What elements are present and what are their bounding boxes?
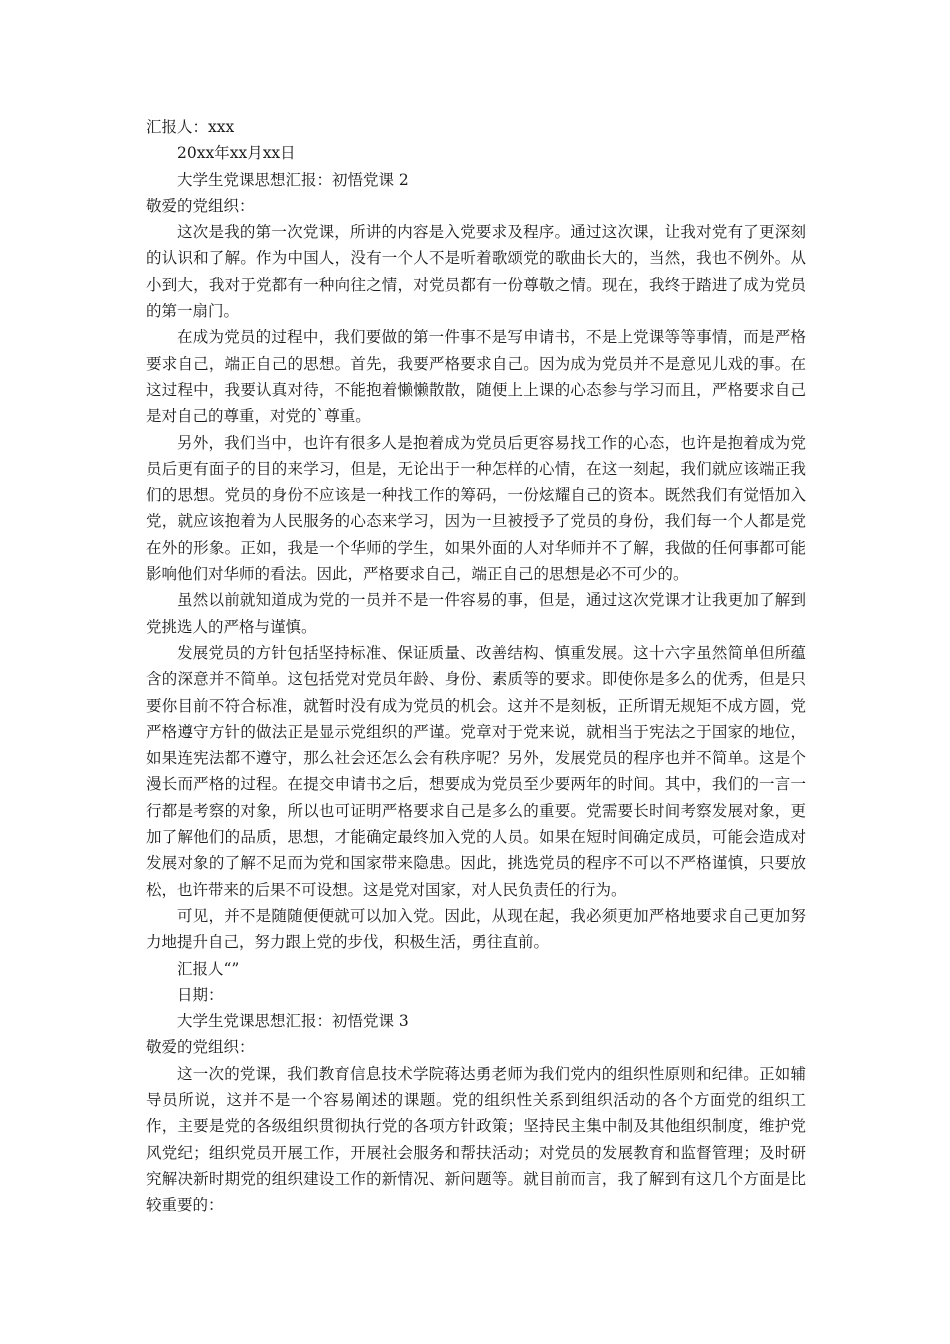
section2-title: 大学生党课思想汇报：初悟党课 2 [177, 170, 409, 189]
reporter-top: 汇报人：xxx [146, 118, 235, 136]
section3-title: 大学生党课思想汇报：初悟党课 3 [177, 1012, 409, 1031]
section2-date: 日期： [177, 985, 224, 1004]
section2-paragraph-2: 在成为党员的过程中，我们要做的第一件事不是写申请书，不是上党课等等事情，而是严格要求自己，端正自己的思想。首先，我要严格要求自己。因为成为党员并不是意见儿戏的事。在这过程中，我要认真对待，不能抱着懒懒散散，随便上上课的心态参与学习而且，严格要求自己是对自己的尊重，对党的`尊重。 [146, 328, 806, 426]
section2-paragraph-1: 这次是我的第一次党课，所讲的内容是入党要求及程序。通过这次课，让我对党有了更深刻的认识和了解。作为中国人，没有一个人不是听着歌颂党的歌曲长大的，当然，我也不例外。从小到大，我对于党都有一种向往之情，对党员都有一份尊敬之情。现在，我终于踏进了成为党员的第一扇门。 [146, 223, 806, 321]
section2-salutation: 敬爱的党组织： [146, 196, 255, 215]
section2-paragraph-5: 发展党员的方针包括坚持标准、保证质量、改善结构、慎重发展。这十六字虽然简单但所蕴含的深意并不简单。这包括党对党员年龄、身份、素质等的要求。即使你是多么的优秀，但是只要你目前不符合标准，就暂时没有成为党员的机会。这并不是刻板，正所谓无规矩不成方圆，党严格遵守方针的做法正是显示党组织的严谨。党章对于党来说，就相当于宪法之于国家的地位，如果连宪法都不遵守，那么社会还怎么会有秩序呢？另外，发展党员的程序也并不简单。这是个漫长而严格的过程。在提交申请书之后，想要成为党员至少要两年的时间。其中，我们的一言一行都是考察的对象，所以也可证明严格要求自己是多么的重要。党需要长时间考察发展对象，更加了解他们的品质，思想，才能确定最终加入党的人员。如果在短时间确定成员，可能会造成对发展对象的了解不足而为党和国家带来隐患。因此，挑选党员的程序不可以不严格谨慎，只要放松，也许带来的后果不可设想。这是党对国家，对人民负责任的行为。 [146, 643, 806, 899]
section2-paragraph-6: 可见，并不是随随便便就可以加入党。因此，从现在起，我必须更加严格地要求自己更加努力地提升自己，努力跟上党的步伐，积极生活，勇往直前。 [146, 906, 806, 952]
section2-paragraph-3: 另外，我们当中，也许有很多人是抱着成为党员后更容易找工作的心态，也许是抱着成为党员后更有面子的目的来学习，但是，无论出于一种怎样的心情，在这一刻起，我们就应该端正我们的思想。党员的身份不应该是一种找工作的筹码，一份炫耀自己的资本。既然我们有觉悟加入党，就应该抱着为人民服务的心态来学习，因为一旦被授予了党员的身份，我们每一个人都是党在外的形象。正如，我是一个华师的学生，如果外面的人对华师并不了解，我做的任何事都可能影响他们对华师的看法。因此，严格要求自己，端正自己的思想是必不可少的。 [146, 433, 806, 584]
date-top: 20xx年xx月xx日 [177, 144, 296, 163]
section2-reporter: 汇报人“” [177, 959, 240, 978]
section3-salutation: 敬爱的党组织： [146, 1038, 255, 1057]
section2-paragraph-4: 虽然以前就知道成为党的一员并不是一件容易的事，但是，通过这次党课才让我更加了解到党挑选人的严格与谨慎。 [146, 591, 806, 636]
section3-paragraph-1: 这一次的党课，我们教育信息技术学院蒋达勇老师为我们党内的组织性原则和纪律。正如辅导员所说，这并不是一个容易阐述的课题。党的组织性关系到组织活动的各个方面党的组织工作，主要是党的各级组织贯彻执行党的各项方针政策；坚持民主集中制及其他组织制度，维护党风党纪；组织党员开展工作，开展社会服务和帮扶活动；对党员的发展教育和监督管理；及时研究解决新时期党的组织建设工作的新情况、新问题等。就目前而言，我了解到有这几个方面是比较重要的： [146, 1064, 806, 1215]
document-body [146, 114, 806, 1218]
